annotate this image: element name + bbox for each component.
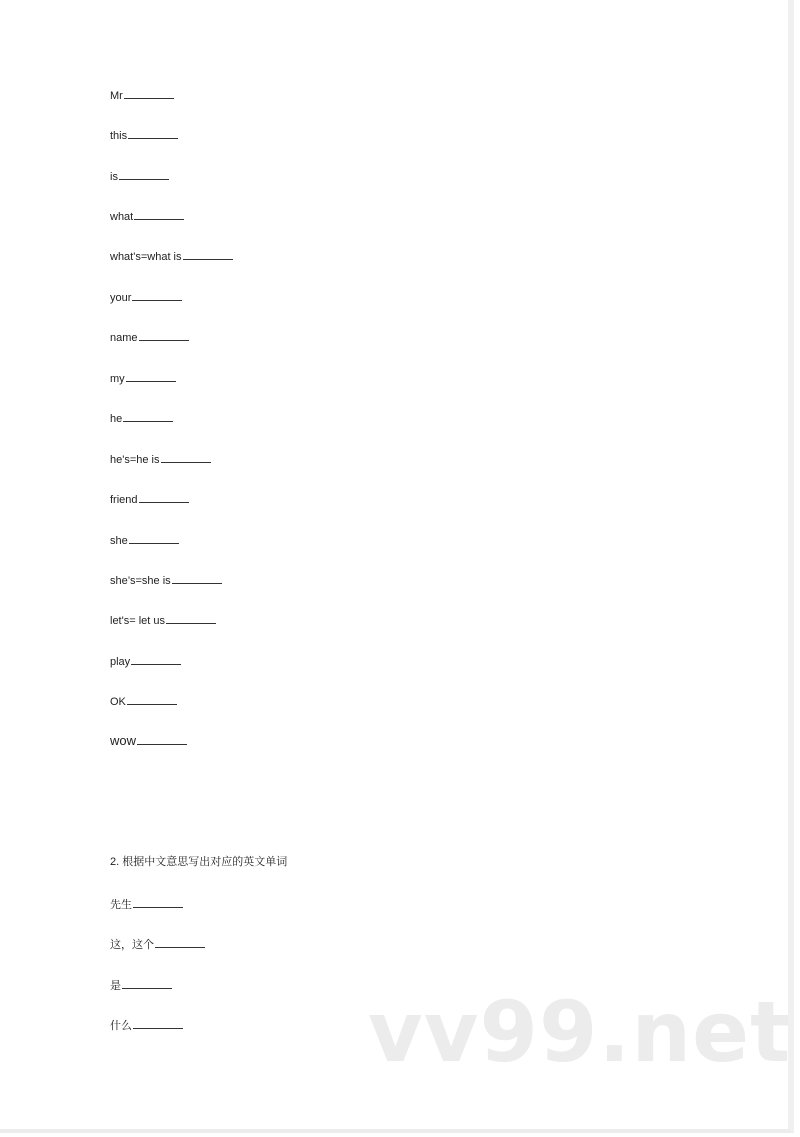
list-item (110, 248, 233, 264)
list-item (110, 572, 222, 588)
list-item (110, 653, 181, 669)
word: 是 (110, 980, 121, 992)
word: she (110, 535, 128, 547)
list-item (110, 87, 174, 103)
list-item (110, 451, 211, 467)
answer-blank (132, 289, 182, 301)
answer-blank (183, 248, 233, 260)
word: your (110, 292, 132, 304)
answer-blank (122, 977, 172, 989)
list-item (110, 168, 169, 184)
answer-blank (124, 87, 174, 99)
list-item (110, 693, 177, 709)
answer-blank (131, 653, 181, 665)
list-item (110, 532, 179, 548)
word: let's= let us (110, 615, 165, 627)
answer-blank (139, 491, 189, 503)
word: he's=he is (110, 454, 160, 466)
word: what (110, 211, 134, 223)
list-item (110, 370, 176, 386)
answer-blank (139, 329, 189, 341)
word: 什么 (110, 1020, 132, 1032)
word: what's=what is (110, 251, 182, 263)
word: my (110, 373, 125, 385)
answer-blank (155, 936, 205, 948)
answer-blank (133, 1017, 183, 1029)
answer-blank (129, 532, 179, 544)
answer-blank (133, 896, 183, 908)
word: she’s=she is (110, 575, 171, 587)
answer-blank (128, 127, 178, 139)
list-item (110, 1017, 183, 1033)
watermark: vv99.net (368, 983, 792, 1081)
list-item (110, 491, 189, 507)
list-item (110, 733, 187, 748)
section-heading: 2. 根据中文意思写出对应的英文单词 (110, 856, 288, 868)
list-item (110, 208, 184, 224)
word: 这，这个 (110, 939, 154, 951)
word: OK (110, 696, 126, 708)
word: play (110, 656, 131, 668)
answer-blank (161, 451, 211, 463)
answer-blank (127, 693, 177, 705)
answer-blank (126, 370, 176, 382)
word: name (110, 332, 138, 344)
word: friend (110, 494, 138, 506)
list-item (110, 936, 205, 952)
list-item (110, 410, 173, 426)
list-item (110, 289, 182, 305)
list-item (110, 329, 189, 345)
word: this (110, 130, 128, 142)
word: he (110, 413, 123, 425)
answer-blank (119, 168, 169, 180)
list-item (110, 977, 172, 993)
word: Mr (110, 90, 123, 102)
word: is (110, 171, 118, 183)
answer-blank (137, 733, 187, 745)
list-item (110, 612, 216, 628)
list-item (110, 896, 183, 912)
answer-blank (172, 572, 222, 584)
list-item (110, 127, 178, 143)
answer-blank (134, 208, 184, 220)
answer-blank (123, 410, 173, 422)
word: wow (110, 733, 137, 748)
answer-blank (166, 612, 216, 624)
word: 先生 (110, 899, 132, 911)
